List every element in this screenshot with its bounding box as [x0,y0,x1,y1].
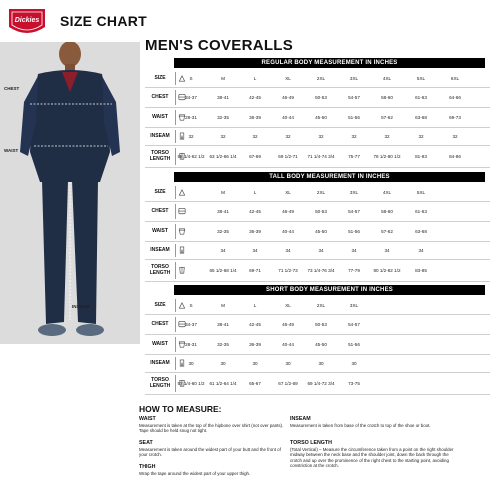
tall-inseam-cell: 34 [318,248,324,253]
tall-size-cell [440,184,470,201]
short-size-cell: S [189,303,193,308]
tall-torso-cell [440,260,470,281]
short-waist-cell: 45-50 [315,342,327,347]
short-size-cell [372,297,402,314]
tall-chest-cell: 46-49 [282,209,294,214]
regular-size-cell: 2XL [316,76,326,81]
regular-row-size [145,70,490,88]
tall-size-cell: 5XL [416,190,426,195]
short-section-title: SHORT BODY MEASUREMENT IN INCHES [174,285,485,295]
short-row-chest [145,315,490,335]
regular-chest-cell: 64-66 [449,95,461,100]
tall-chest-cell: 42-45 [249,209,261,214]
tall-size-cell: XL [285,190,291,195]
regular-waist-label: WAIST [152,113,168,120]
tall-row-waist [145,222,490,242]
tall-inseam-cell: 34 [351,248,357,253]
regular-row-chest [145,88,490,108]
regular-size-label: SIZE [154,74,166,81]
measure-thigh [139,464,289,476]
tall-inseam-cell: 34 [285,248,291,253]
chest-guide-label: CHEST [4,86,20,91]
tall-torso-cell: 83-85 [415,268,427,273]
short-inseam-cell: 30 [285,361,291,366]
model-photo [0,42,140,344]
tall-chest-cell [440,202,470,221]
regular-torso-cell: 81-83 [415,154,427,159]
measure-torso-head: TORSO LENGTH [290,440,332,446]
tall-inseam-cell: 34 [252,248,258,253]
short-row-waist [145,335,490,355]
tall-waist-cell: 32-35 [217,229,229,234]
tall-inseam-cell [176,242,206,259]
regular-waist-cell: 40-44 [282,115,294,120]
regular-inseam-cell: 32 [285,134,291,139]
regular-torso-cell: 67-69 [249,154,261,159]
short-waist-cell [372,335,402,354]
short-chest-label: CHEST [151,320,169,327]
regular-section-title: REGULAR BODY MEASUREMENT IN INCHES [174,58,485,68]
short-chest-cell [440,315,470,334]
short-inseam-cell: 30 [188,361,194,366]
tall-inseam-cell: 34 [384,248,390,253]
regular-waist-cell: 69-73 [449,115,461,120]
regular-torso-cell: 69 1/2-71 [278,154,298,159]
measure-torso-text: (Total Vertical) – Measure the circumference taken from a point on the right shoulder midway between the neck base and the shoulder joint, down the back through the crotch and up over the prominence of the right chest to the starting point, avoiding constriction at the crotch. [290,446,454,468]
short-waist-cell [440,335,470,354]
regular-size-cell: L [253,76,257,81]
tall-inseam-cell: 34 [220,248,226,253]
regular-inseam-cell: 32 [252,134,258,139]
short-waist-cell: 51-56 [348,342,360,347]
regular-torso-cell: 71 1/4-74 3/4 [307,154,335,159]
tall-size-cell: 4XL [382,190,392,195]
regular-waist-cell: 28-31 [185,115,197,120]
short-size-cell [406,297,436,314]
regular-size-cell: 3XL [349,76,359,81]
measure-thigh-head: THIGH [139,464,156,470]
measure-seat-head: SEAT [139,440,153,446]
regular-inseam-cell: 32 [452,134,458,139]
regular-size-cell: S [189,76,193,81]
short-waist-cell: 36-39 [249,342,261,347]
regular-chest-cell: 34-37 [185,95,197,100]
regular-inseam-cell: 32 [318,134,324,139]
regular-size-cell: 6XL [450,76,460,81]
short-chest-cell: 54-57 [348,322,360,327]
waist-guide-label: WAIST [4,148,19,153]
short-inseam-cell: 30 [252,361,258,366]
tall-section-title: TALL BODY MEASUREMENT IN INCHES [174,172,485,182]
regular-waist-cell: 63-68 [415,115,427,120]
size-chart-title: SIZE CHART [60,13,147,29]
regular-inseam-cell: 32 [188,134,194,139]
regular-inseam-cell: 32 [384,134,390,139]
short-size-cell: XL [285,303,291,308]
tall-waist-cell: 51-56 [348,229,360,234]
short-torso-cell [406,373,436,394]
regular-chest-cell: 42-45 [249,95,261,100]
tall-row-inseam [145,242,490,260]
regular-waist-cell: 57-62 [381,115,393,120]
tall-waist-cell: 45-50 [315,229,327,234]
short-chest-cell [372,315,402,334]
measure-torso [290,440,460,469]
tall-size-cell: 2XL [316,190,326,195]
tall-inseam-cell [440,242,470,259]
tall-size-cell: L [253,190,257,195]
short-torso-cell: 57 1/4-60 1/2 [177,381,205,386]
short-inseam-cell: 30 [318,361,324,366]
tall-size-cell: M [221,190,225,195]
short-waist-label: WAIST [152,340,168,347]
short-inseam-cell [406,355,436,372]
short-inseam-cell: 30 [351,361,357,366]
regular-chest-cell: 61-63 [415,95,427,100]
tall-chest-cell: 58-60 [381,209,393,214]
tall-torso-cell: 77-79 [348,268,360,273]
short-chest-cell: 46-49 [282,322,294,327]
regular-chest-cell: 50-53 [315,95,327,100]
regular-inseam-cell: 32 [351,134,357,139]
tall-inseam-cell: 34 [418,248,424,253]
measure-inseam-head: INSEAM [290,416,311,422]
short-row-torso [145,373,490,395]
short-size-cell: 2XL [316,303,326,308]
measure-inseam [290,416,440,428]
tall-torso-cell: 71 1/2-73 [278,268,298,273]
tall-waist-cell: 63-68 [415,229,427,234]
regular-size-cell: 5XL [416,76,426,81]
short-size-cell: 3XL [349,303,359,308]
tall-torso-cell: 69-71 [249,268,261,273]
short-waist-cell: 28-31 [185,342,197,347]
measure-waist-head: WAIST [139,416,156,422]
regular-torso-cell: 58 1/4-62 1/2 [177,154,205,159]
short-row-size [145,297,490,315]
measure-seat-text: Measurement is taken around the widest part of your butt and the front of your crotch. [139,446,281,457]
tall-row-size [145,184,490,202]
tall-chest-cell: 54-57 [348,209,360,214]
tall-waist-cell [176,222,206,241]
regular-torso-cell: 75-77 [348,154,360,159]
short-torso-cell: 73-75 [348,381,360,386]
regular-waist-cell: 32-35 [217,115,229,120]
dickies-logo [5,5,49,41]
tall-chest-label: CHEST [151,207,169,214]
regular-inseam-label: INSEAM [150,132,170,139]
svg-text:Dickies: Dickies [14,17,40,24]
tall-torso-cell [176,260,206,281]
tall-torso-cell: 80 1/2-82 1/2 [373,268,401,273]
short-chest-cell: 38-41 [217,322,229,327]
measure-waist-text: Measurement is taken at the top of the hipbone over shirt (not over pants). Tape should be held snug not tight. [139,422,284,433]
tall-size-cell: 3XL [349,190,359,195]
tall-chest-cell: 50-53 [315,209,327,214]
short-waist-cell [406,335,436,354]
inseam-guide-label: INSEAM [72,304,90,309]
regular-chest-cell: 54-57 [348,95,360,100]
tall-chest-cell [176,202,206,221]
regular-chest-cell: 46-49 [282,95,294,100]
tall-row-torso [145,260,490,282]
measure-inseam-text: Measurement is taken from base of the crotch to top of the shoe or boot. [290,422,431,428]
tall-torso-cell: 65 1/2-68 1/4 [209,268,237,273]
regular-torso-cell: 84-86 [449,154,461,159]
short-torso-cell: 61 1/2-64 1/4 [209,381,237,386]
short-waist-cell: 40-44 [282,342,294,347]
measure-waist [139,416,289,434]
short-inseam-label: INSEAM [150,359,170,366]
short-chest-cell: 42-45 [249,322,261,327]
regular-size-cell: XL [285,76,291,81]
regular-waist-cell: 51-56 [348,115,360,120]
short-inseam-cell [440,355,470,372]
tall-size-cell [176,184,206,201]
short-chest-cell [406,315,436,334]
regular-row-waist [145,108,490,128]
short-inseam-cell [372,355,402,372]
short-size-cell [440,297,470,314]
tall-torso-label: TORSO LENGTH [149,263,171,276]
tall-waist-cell [440,222,470,241]
tall-waist-cell: 57-62 [381,229,393,234]
regular-waist-cell: 45-50 [315,115,327,120]
short-torso-cell: 65-67 [249,381,261,386]
short-torso-cell: 67 1/2-69 [278,381,298,386]
regular-chest-cell: 58-60 [381,95,393,100]
short-torso-label: TORSO LENGTH [149,376,171,389]
regular-torso-cell: 78 1/2-80 1/2 [373,154,401,159]
tall-size-label: SIZE [154,188,166,195]
how-to-measure-title: HOW TO MEASURE: [139,404,222,414]
short-row-inseam [145,355,490,373]
regular-row-torso [145,146,490,168]
tall-torso-cell: 73 1/4-76 3/4 [307,268,335,273]
short-chest-cell: 34-37 [185,322,197,327]
short-chest-cell: 50-53 [315,322,327,327]
regular-size-cell: 4XL [382,76,392,81]
short-waist-cell: 32-35 [217,342,229,347]
tall-waist-cell: 40-44 [282,229,294,234]
main-title: MEN'S COVERALLS [145,37,294,54]
short-size-label: SIZE [154,301,166,308]
tall-row-chest [145,202,490,222]
short-torso-cell: 69 1/4-72 3/4 [307,381,335,386]
short-torso-cell [372,373,402,394]
regular-chest-label: CHEST [151,93,169,100]
measure-seat [139,440,289,458]
regular-torso-label: TORSO LENGTH [149,149,171,162]
tall-chest-cell: 61-63 [415,209,427,214]
regular-waist-cell: 36-39 [249,115,261,120]
regular-torso-cell: 63 1/2-66 1/4 [209,154,237,159]
coverall-model-image [0,42,140,344]
short-size-cell: L [253,303,257,308]
tall-chest-cell: 38-41 [217,209,229,214]
regular-inseam-cell: 32 [220,134,226,139]
regular-chest-cell: 38-41 [217,95,229,100]
regular-size-cell: M [221,76,225,81]
tall-inseam-label: INSEAM [150,246,170,253]
tall-waist-label: WAIST [152,227,168,234]
measure-thigh-text: Wrap the tape around the widest part of your upper thigh. [139,470,251,476]
regular-row-inseam [145,128,490,146]
short-size-cell: M [221,303,225,308]
regular-inseam-cell: 32 [418,134,424,139]
tall-waist-cell: 36-39 [249,229,261,234]
short-inseam-cell: 30 [220,361,226,366]
short-torso-cell [440,373,470,394]
